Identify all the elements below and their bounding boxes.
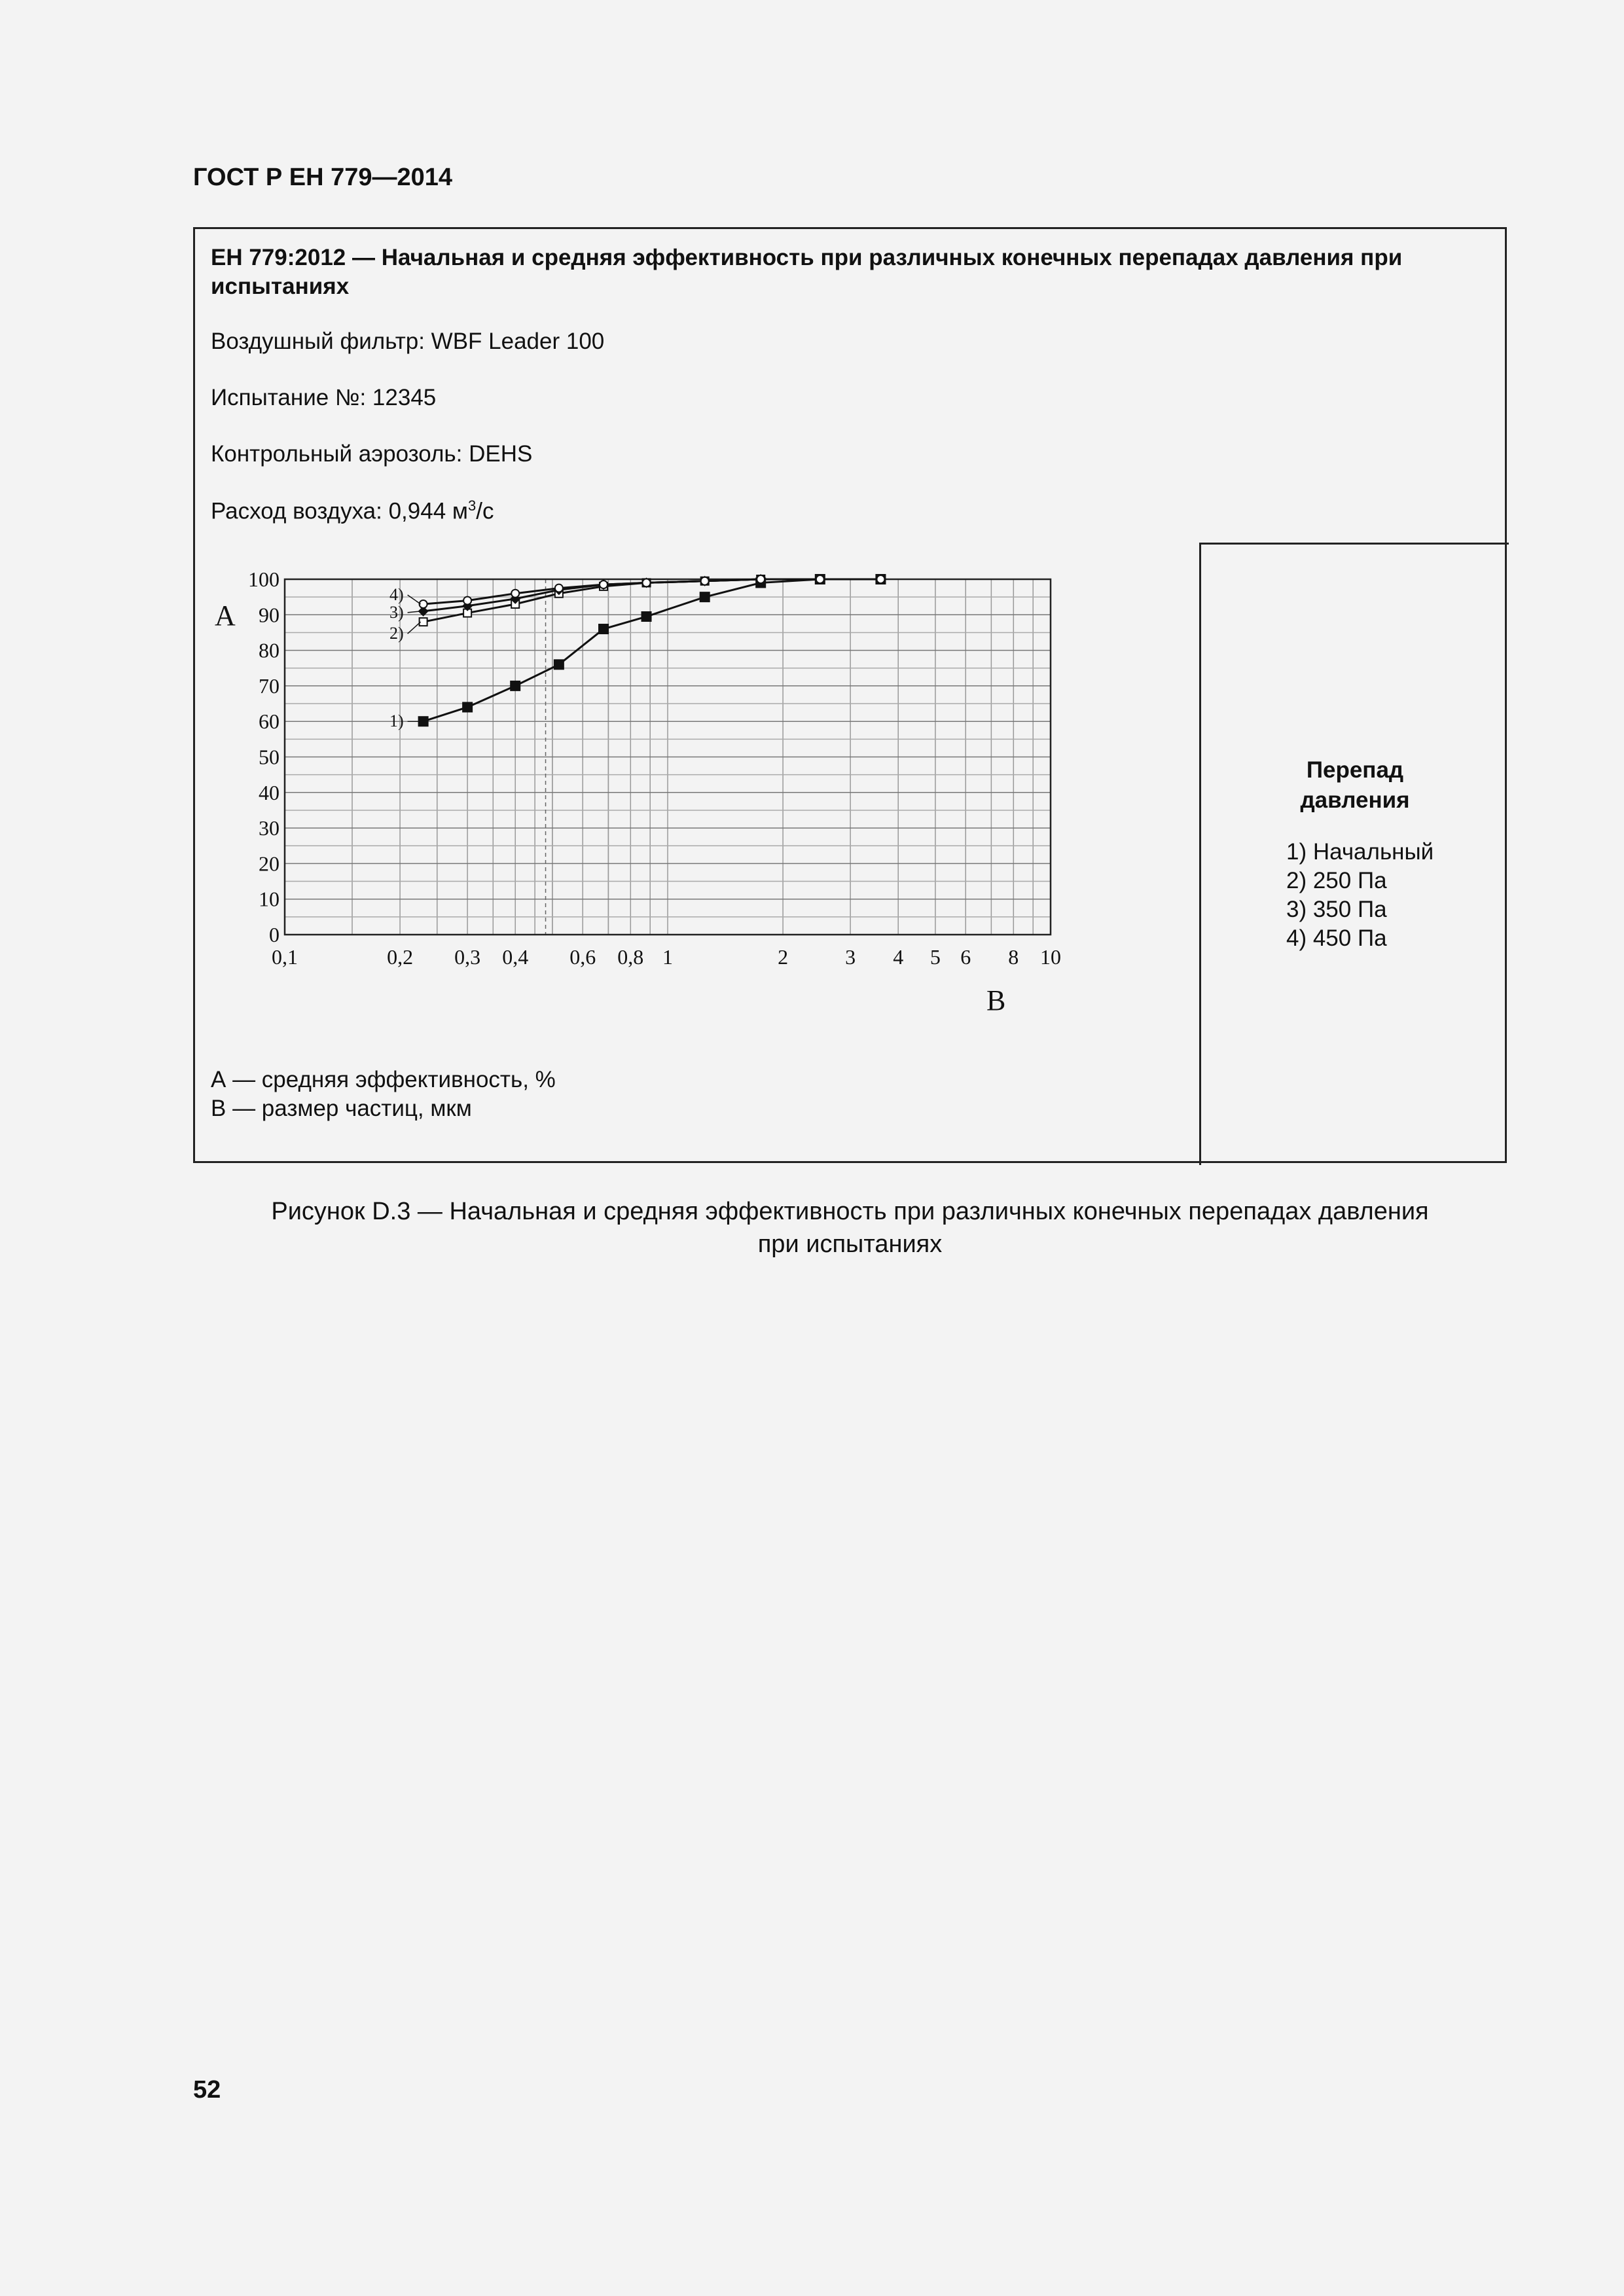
series-label-leader [408, 611, 421, 613]
series-label: 2) [389, 624, 404, 643]
x-tick-label: 0,6 [569, 945, 596, 969]
x-tick-label: 10 [1040, 945, 1061, 969]
legend-item: 1) Начальный [1286, 839, 1434, 865]
y-tick-label: 40 [259, 780, 280, 804]
legend-item: 3) 350 Па [1286, 897, 1387, 922]
x-tick-label: 0,2 [387, 945, 414, 969]
y-tick-label: 90 [259, 603, 280, 627]
x-tick-label: 6 [960, 945, 971, 969]
data-point-marker [757, 575, 765, 583]
x-tick-label: 0,4 [502, 945, 529, 969]
data-point-marker [554, 659, 564, 670]
caption-line-2: при испытаниях [757, 1230, 943, 1258]
data-point-marker [643, 579, 651, 586]
series-label: 4) [389, 585, 404, 605]
x-tick-label: 5 [929, 945, 941, 969]
legend-item: 2) 250 Па [1286, 868, 1387, 893]
x-tick-label: 4 [893, 945, 904, 969]
x-tick-label: 8 [1008, 945, 1019, 969]
x-tick-label: 0,1 [272, 945, 298, 969]
x-tick-label: 3 [845, 945, 856, 969]
figure-title: ЕН 779:2012 — Начальная и средняя эффективность при различных конечных перепадах давления при испытаниях [211, 245, 1403, 299]
series-label: 3) [389, 602, 404, 622]
data-point-marker [701, 577, 709, 585]
test-number-info: Испытание №: 12345 [211, 385, 437, 410]
data-point-marker [510, 681, 520, 691]
airflow-exponent: 3 [467, 497, 477, 514]
y-tick-label: 20 [259, 852, 280, 876]
x-tick-label: 0,8 [617, 945, 644, 969]
document-header: ГОСТ Р ЕН 779—2014 [193, 164, 453, 191]
caption-line-1: Рисунок D.3 — Начальная и средняя эффективность при различных конечных перепадах давления [271, 1198, 1429, 1225]
y-tick-label: 70 [259, 673, 280, 698]
data-point-marker [600, 581, 607, 588]
y-tick-label: 50 [259, 745, 280, 769]
x-tick-label: 2 [778, 945, 789, 969]
airflow-text: Расход воздуха: 0,944 м [211, 498, 468, 524]
data-point-marker [700, 592, 710, 602]
data-point-marker [462, 702, 473, 712]
data-point-marker [463, 597, 471, 605]
x-axis-label: В [986, 984, 1006, 1016]
legend-title [1201, 755, 1509, 816]
data-point-marker [598, 624, 609, 634]
data-point-marker [511, 590, 519, 598]
airflow-info [211, 497, 494, 525]
data-point-marker [641, 611, 652, 622]
data-point-marker [555, 584, 563, 592]
y-tick-label: 60 [259, 709, 280, 734]
legend-box [1199, 543, 1509, 1165]
aerosol-info: Контрольный аэрозоль: DEHS [211, 441, 533, 467]
page-number: 52 [193, 2076, 221, 2104]
y-tick-label: 0 [269, 923, 280, 946]
y-tick-label: 80 [259, 638, 280, 662]
y-tick-label: 10 [259, 887, 280, 911]
y-tick-label: 100 [248, 567, 280, 591]
legend-title-line2: давления [1300, 787, 1410, 813]
axis-note-a: А — средняя эффективность, % [211, 1067, 556, 1092]
legend-items [1286, 838, 1434, 953]
efficiency-chart [196, 563, 1087, 1034]
data-point-marker [816, 575, 824, 583]
legend-item: 4) 450 Па [1286, 925, 1387, 951]
x-tick-label: 1 [662, 945, 673, 969]
airflow-unit: /с [476, 498, 494, 524]
figure-caption [193, 1195, 1507, 1261]
data-point-marker [876, 575, 884, 583]
axis-notes [211, 1066, 556, 1123]
axis-note-b: В — размер частиц, мкм [211, 1096, 472, 1121]
series-line [424, 579, 881, 604]
series-label-leader [408, 595, 421, 604]
y-tick-label: 30 [259, 816, 280, 840]
series-label: 1) [389, 711, 404, 731]
legend-title-line1: Перепад [1306, 757, 1404, 783]
y-axis-label: А [215, 600, 236, 632]
filter-info: Воздушный фильтр: WBF Leader 100 [211, 329, 605, 354]
series-label-leader [408, 622, 421, 634]
x-tick-label: 0,3 [454, 945, 481, 969]
series-line [424, 579, 881, 611]
